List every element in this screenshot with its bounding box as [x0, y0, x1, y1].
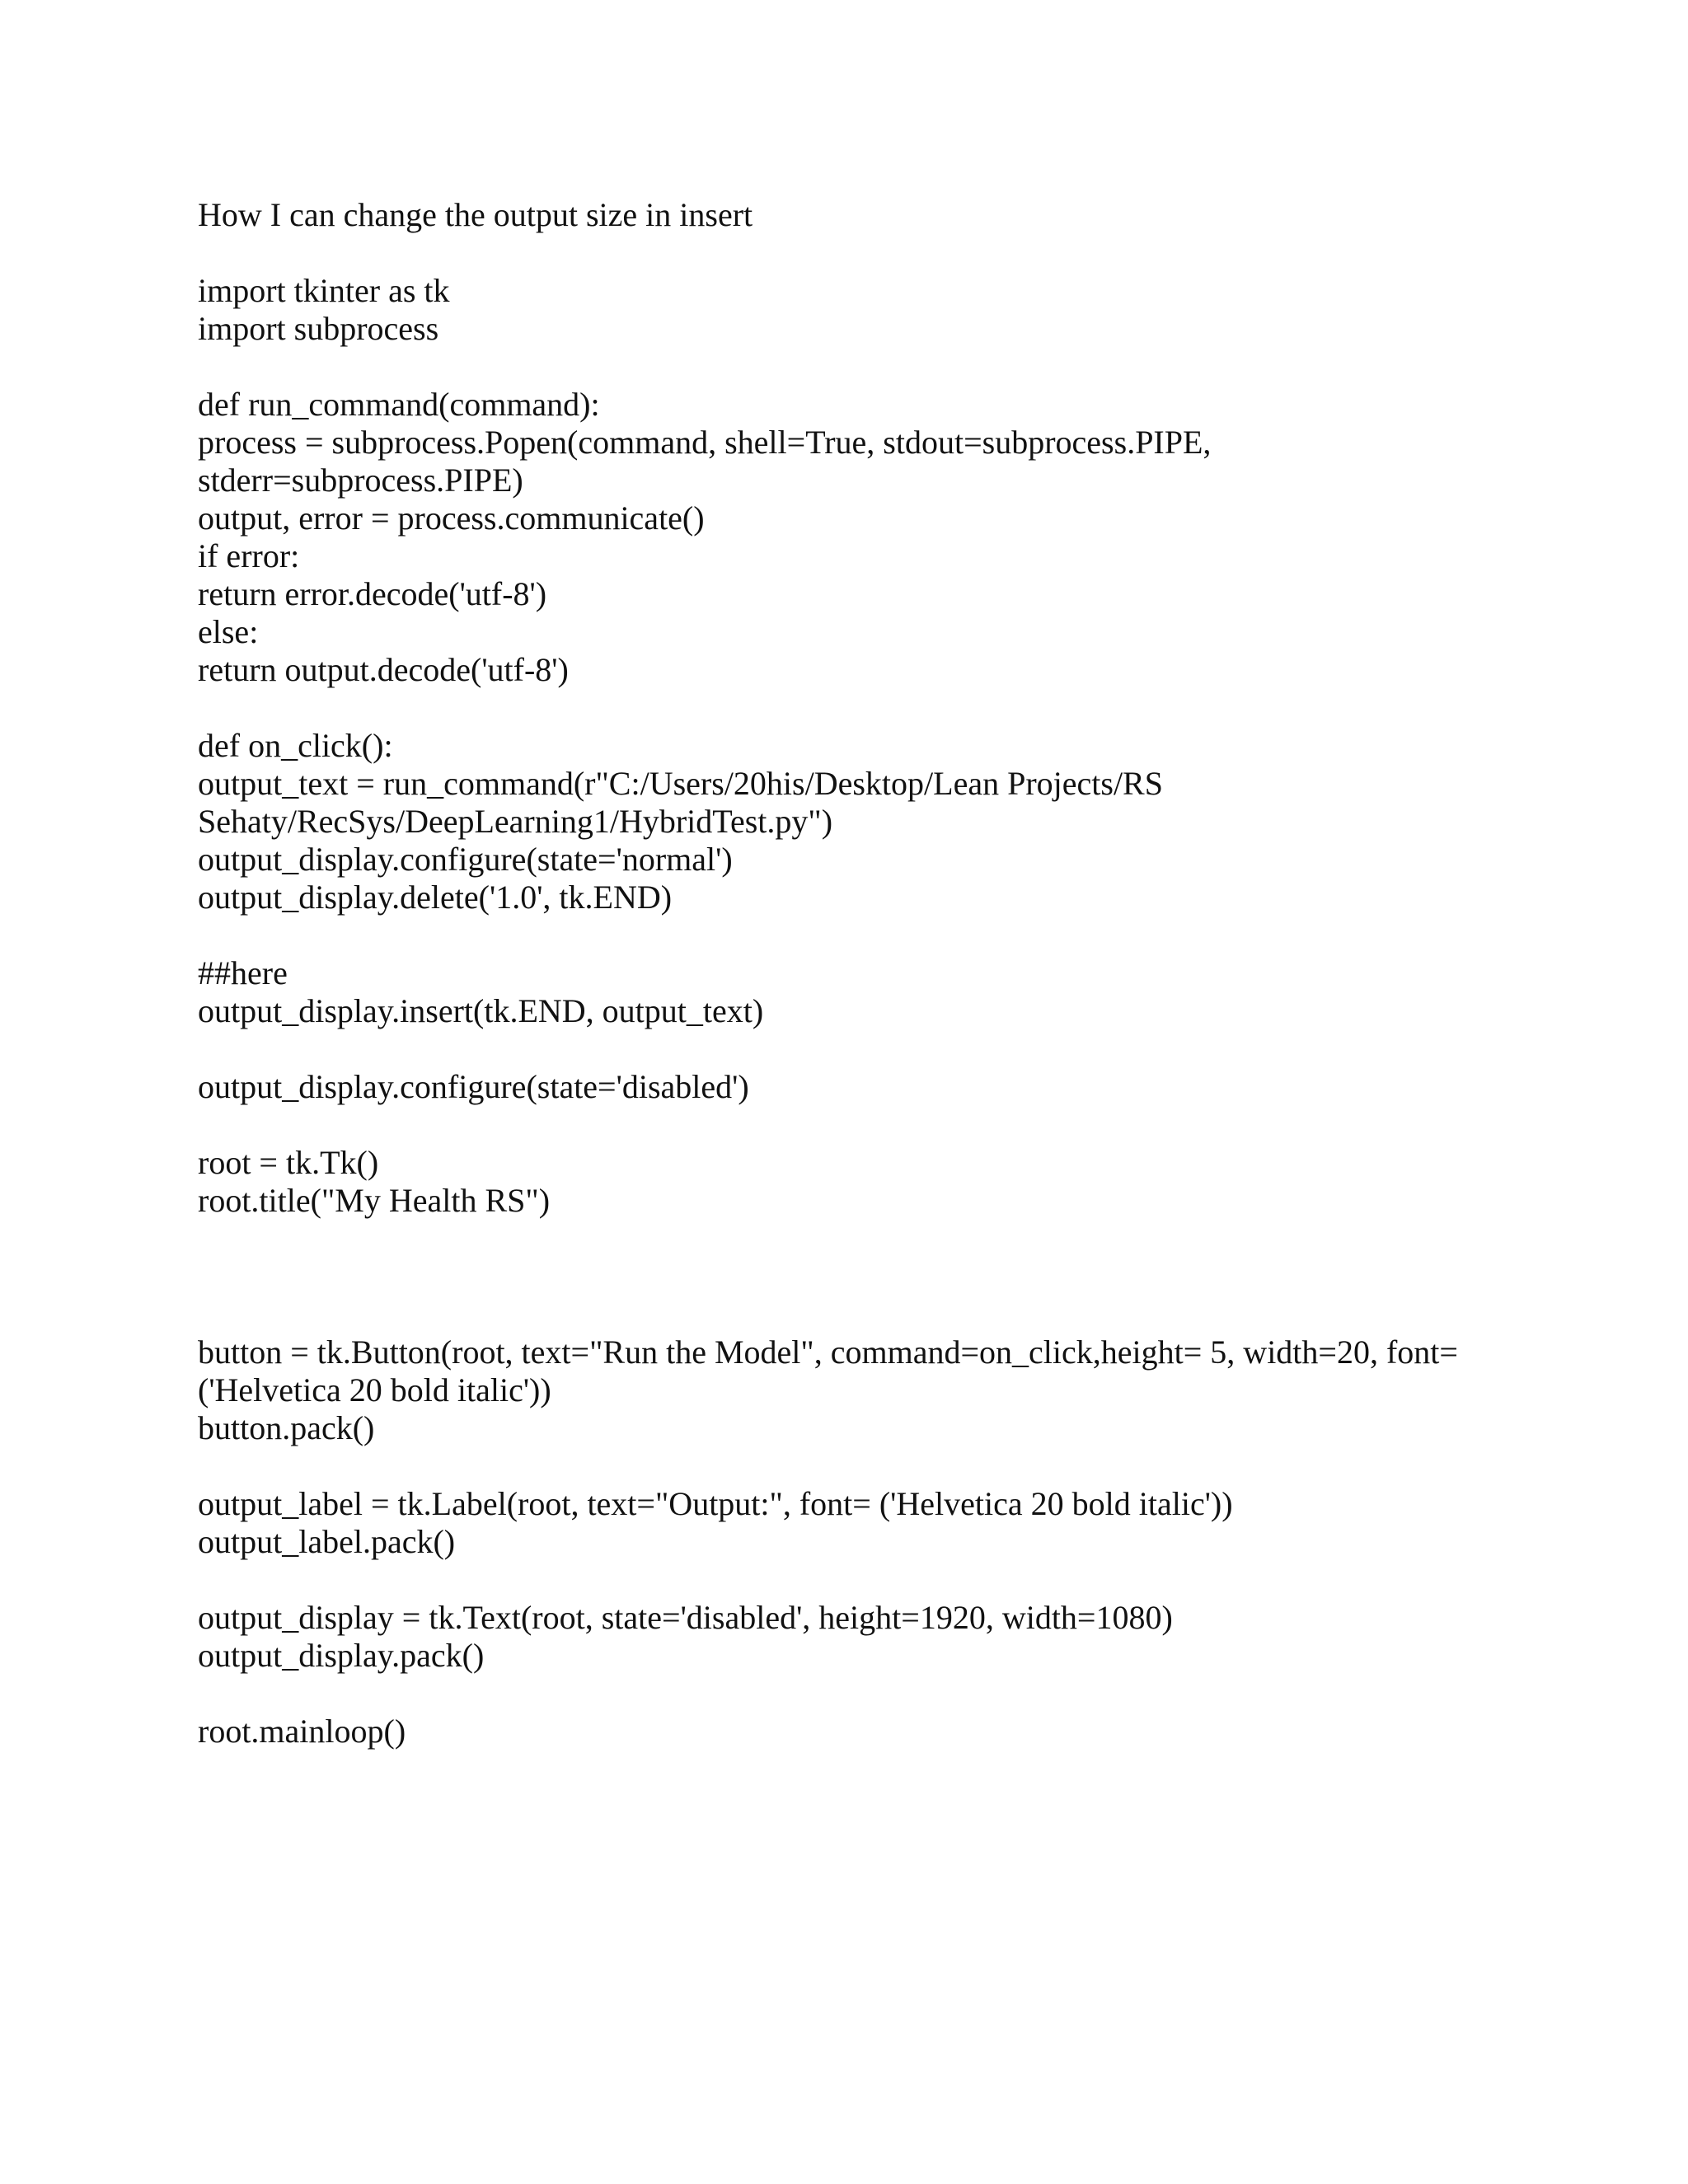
code-block-mainloop	[198, 1713, 1517, 1750]
code-line: def run_command(command):	[198, 386, 600, 423]
code-line: root.title("My Health RS")	[198, 1182, 551, 1219]
paragraph-gap	[198, 1675, 1517, 1713]
code-line: output_display = tk.Text(root, state='disabled', height=1920, width=1080)	[198, 1599, 1173, 1636]
code-line: ('Helvetica 20 bold italic'))	[198, 1371, 551, 1408]
code-block-on-click	[198, 727, 1517, 916]
code-block-text-widget	[198, 1599, 1517, 1675]
code-block-button	[198, 1333, 1517, 1447]
paragraph-gap	[198, 1106, 1517, 1144]
code-block-configure	[198, 1068, 1517, 1106]
code-line: output_display.delete('1.0', tk.END)	[198, 879, 673, 916]
paragraph-gap	[198, 916, 1517, 954]
code-line: root = tk.Tk()	[198, 1144, 379, 1181]
code-line: ##here	[198, 954, 288, 991]
code-line: output, error = process.communicate()	[198, 499, 705, 537]
code-line: output_text = run_command(r"C:/Users/20his/Desktop/Lean Projects/RS	[198, 765, 1163, 802]
code-line: button.pack()	[198, 1409, 375, 1446]
paragraph-gap	[198, 689, 1517, 727]
code-line: if error:	[198, 537, 300, 574]
paragraph-gap	[198, 1561, 1517, 1599]
code-line: output_display.pack()	[198, 1637, 485, 1674]
code-line: stderr=subprocess.PIPE)	[198, 462, 523, 499]
code-line: root.mainloop()	[198, 1713, 406, 1750]
code-line: import tkinter as tk	[198, 272, 450, 309]
code-line: return output.decode('utf-8')	[198, 651, 569, 688]
code-line: return error.decode('utf-8')	[198, 575, 547, 612]
code-block-label	[198, 1485, 1517, 1561]
code-line: import subprocess	[198, 310, 439, 347]
code-line: button = tk.Button(root, text="Run the Model", command=on_click,height= 5, width=20, font=	[198, 1333, 1458, 1371]
code-line	[198, 1258, 1517, 1296]
document-body	[198, 196, 1517, 1750]
code-block-run-command	[198, 386, 1517, 689]
code-block-insert	[198, 954, 1517, 1030]
code-line: Sehaty/RecSys/DeepLearning1/HybridTest.py")	[198, 803, 833, 840]
code-block-imports	[198, 272, 1517, 348]
code-line: output_display.configure(state='normal')	[198, 841, 733, 878]
code-line: output_label = tk.Label(root, text="Output:", font= ('Helvetica 20 bold italic'))	[198, 1485, 1233, 1522]
paragraph-gap	[198, 1220, 1517, 1258]
paragraph-gap	[198, 348, 1517, 386]
paragraph-gap	[198, 234, 1517, 272]
paragraph-gap	[198, 1030, 1517, 1068]
question-text: How I can change the output size in insert	[198, 196, 753, 233]
code-line: output_display.configure(state='disabled')	[198, 1068, 749, 1105]
code-block-root	[198, 1144, 1517, 1220]
code-line: def on_click():	[198, 727, 393, 764]
paragraph-gap	[198, 1296, 1517, 1333]
paragraph-gap	[198, 1447, 1517, 1485]
code-line: process = subprocess.Popen(command, shell=True, stdout=subprocess.PIPE,	[198, 424, 1212, 461]
code-line: output_display.insert(tk.END, output_text)	[198, 992, 764, 1029]
code-line: else:	[198, 613, 259, 650]
code-line: output_label.pack()	[198, 1523, 456, 1560]
